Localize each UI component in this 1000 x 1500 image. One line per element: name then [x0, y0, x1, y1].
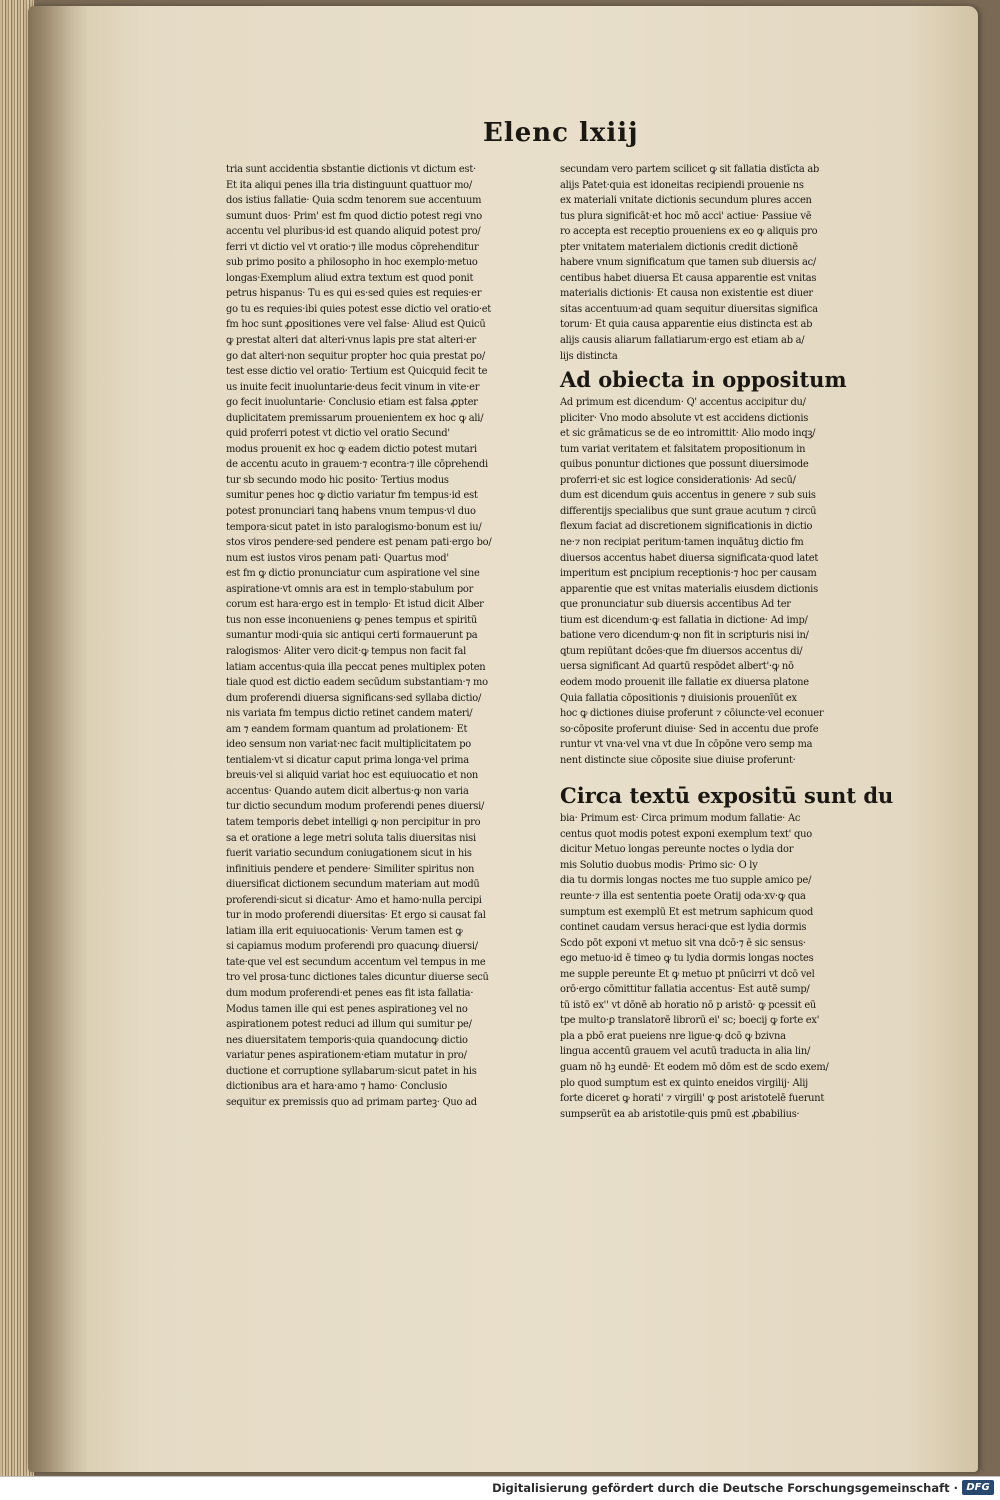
text-line: tū istō ex'' vt dōnē ab horatio nō p aristō· ꝙ pcessit eū: [560, 999, 817, 1011]
text-line: dum modum proferendi·et penes eas fit ista fallatia·: [226, 987, 474, 999]
text-line: stos viros pendere·sed pendere est penam pati·ergo bo/: [226, 537, 492, 549]
text-line: num est iustos viros penam pati· Quartus mod': [226, 552, 449, 564]
text-line: tium est dicendum·ꝙ est fallatia in dictione· Ad imp/: [560, 614, 808, 626]
text-line: diuersos accentus habet diuersa significata·quod latet: [560, 552, 819, 564]
text-line: tus non esse inconueniens ꝙ penes tempus et spiritū: [226, 614, 477, 626]
text-line: continet caudam versus heraci·que est lydia dormis: [560, 922, 807, 934]
text-line: orō·ergo cōmittitur fallatia accentus· Est autē sump/: [560, 984, 810, 996]
text-line: ego metuo·id ē timeo ꝙ tu lydia dormis longas noctes: [560, 953, 814, 965]
section-heading: Circa textū expositū sunt du: [560, 783, 894, 809]
text-line: dicitur Metuo longas pereunte noctes o lydia dor: [560, 844, 794, 856]
text-line: tate·que vel est secundum accentum vel tempus in me: [226, 956, 486, 968]
text-line: nis variata fm tempus dictio retinet candem materi/: [226, 708, 473, 720]
text-line: flexum faciat ad discretionem significationis in dictio: [560, 521, 813, 533]
text-line: tria sunt accidentia sbstantie dictionis vt dictum est·: [226, 164, 476, 175]
text-line: pter vnitatem materialem dictionis credit dictionē: [560, 241, 798, 253]
text-line: tur sb secundo modo hic posito· Tertius modus: [226, 474, 449, 486]
text-line: ralogismos· Aliter vero dicit·ꝙ tempus non facit fal: [226, 645, 466, 657]
text-line: bia· Primum est· Circa primum modum fallatie· Ac: [560, 813, 801, 825]
text-line: ferri vt dictio vel vt oratio·⁊ ille modus cōprehenditur: [226, 241, 479, 253]
left-text-column: [226, 162, 550, 1110]
text-line: uersa significant Ad quartū respōdet albert'·ꝙ nō: [560, 661, 794, 673]
text-line: accentu vel pluribus·id est quando aliquid potest pro/: [226, 226, 481, 238]
text-line: sumantur modi·quia sic antiqui certi formauerunt pa: [226, 630, 478, 642]
text-line: ꝙ prestat alteri dat alteri·vnus lapis pre stat alteri·er: [226, 335, 477, 347]
text-line: apparentie que est vnitas materialis eiusdem dictionis: [560, 583, 818, 595]
text-line: mis Solutio duobus modis· Primo sic· O ly: [560, 859, 758, 871]
text-line: sumunt duos· Prim' est fm quod dictio potest regi vno: [226, 210, 482, 222]
text-line: Et ita aliqui penes illa tria distinguunt quattuor mo/: [226, 179, 472, 191]
text-line: tum variat veritatem et falsitatem propositionum in: [560, 443, 806, 455]
text-line: materialis dictionis· Et causa non existentie est diuer: [560, 288, 813, 300]
text-line: tentialem·vt si dicatur caput prima longa·vel prima: [226, 754, 469, 766]
text-line: tro vel prosa·tunc dictiones tales dicuntur diuerse secū: [226, 972, 489, 984]
section-spacer: [560, 768, 904, 780]
text-line: so·cōposite proferunt diuise· Sed in accentu due profe: [560, 723, 819, 735]
text-line: secundam vero partem scilicet ꝙ sit fallatia distīcta ab: [560, 164, 820, 175]
text-line: accentus· Quando autem dicit albertus·ꝙ non varia: [226, 785, 469, 797]
text-line: go dat alteri·non sequitur propter hoc quia prestat po/: [226, 350, 485, 362]
text-line: test esse dictio vel oratio· Tertium est Quicquid fecit te: [226, 366, 488, 378]
text-line: fm hoc sunt ꝓpositiones vere vel false· Aliud est Quicū: [226, 319, 486, 331]
text-line: corum est hara·ergo est in templo· Et istud dicit Alber: [226, 599, 484, 611]
text-line: latiam illa erit equiuocationis· Verum tamen est ꝙ: [226, 925, 463, 937]
text-line: dictionibus ara et hara·amo ⁊ hamo· Conclusio: [226, 1081, 448, 1093]
text-line: breuis·vel si aliquid variat hoc est equiuocatio et non: [226, 770, 479, 782]
text-line: et sic grāmaticus se de eo intromittit· Alio modo inqꝫ/: [560, 428, 816, 440]
text-line: dum proferendi diuersa significans·sed syllaba dictio/: [226, 692, 482, 704]
text-line: fuerit variatio secundum coniugationem sicut in his: [226, 848, 472, 860]
text-line: aspirationem potest reduci ad illum qui sumitur pe/: [226, 1019, 472, 1031]
text-line: go tu es requies·ibi quies potest esse dictio vel oratio·et: [226, 303, 492, 315]
text-line: centus quot modis potest exponi exemplum text' quo: [560, 828, 812, 840]
text-line: hoc ꝙ dictiones diuise proferunt ⁊ cōiuncte·vel econuer: [560, 708, 824, 720]
text-line: petrus hispanus· Tu es qui es·sed quies est requies·er: [226, 288, 482, 300]
text-line: centibus habet diuersa Et causa apparentie est vnitas: [560, 272, 817, 284]
text-line: dos istius fallatie· Quia scdm tenorem sue accentuum: [226, 195, 482, 207]
text-line: ro accepta est receptio proueniens ex eo ꝙ aliquis pro: [560, 226, 818, 238]
text-line: Scdo pōt exponi vt metuo sit vna dcō·⁊ ē sic sensus·: [560, 937, 806, 949]
text-line: potest pronunciari tanꝗ habens vnum tempus·vl duo: [226, 506, 476, 518]
text-line: Ad primum est dicendum· Q' accentus accipitur du/: [560, 397, 806, 409]
text-line: sub primo posito a philosopho in hoc exemplo·metuo: [226, 257, 478, 269]
text-line: lijs distincta: [560, 350, 618, 362]
text-line: lingua accentū grauem vel acutū traducta in alia lin/: [560, 1046, 811, 1058]
text-line: quibus ponuntur dictiones que possunt diuersimode: [560, 459, 809, 471]
text-line: forte diceret ꝙ horati' ⁊ virgili' ꝙ post aristotelē fuerunt: [560, 1093, 825, 1105]
text-line: batione vero dicendum·ꝙ non fit in scripturis nisi in/: [560, 630, 809, 642]
text-line: nent distincte siue cōposite siue diuise proferunt·: [560, 754, 796, 766]
text-line: sumitur penes hoc ꝙ dictio variatur fm tempus·id est: [226, 490, 478, 502]
text-line: de accentu acuto in grauem·⁊ econtra·⁊ ille cōprehendi: [226, 459, 488, 471]
text-line: ꝗtum repiūtant dcōes·que fm diuersos accentus di/: [560, 645, 803, 657]
text-line: longas·Exemplum aliud extra textum est quod ponit: [226, 272, 474, 284]
text-line: ductione et corruptione syllabarum·sicut patet in his: [226, 1065, 477, 1077]
text-line: ne·⁊ non recipiat peritum·tamen inquātuꝫ dictio fm: [560, 537, 804, 549]
text-line: sumpserūt ea ab aristotile·quis pmū est ꝓbabilius·: [560, 1108, 800, 1120]
text-line: eodem modo prouenit ille fallatie ex diuersa platone: [560, 676, 809, 688]
text-line: ideo sensum non variat·nec facit multiplicitatem po: [226, 739, 471, 751]
footer-credit: Digitalisierung gefördert durch die Deutsche Forschungsgemeinschaft ·: [492, 1481, 958, 1495]
text-line: am ⁊ eandem formam quantum ad prolationem· Et: [226, 723, 468, 735]
text-line: reunte·⁊ illa est sententia poete Oratij oda·xv·ꝙ qua: [560, 890, 806, 902]
text-line: habere vnum significatum que tamen sub diuersis ac/: [560, 257, 816, 269]
text-line: diuersificat dictionem secundum materiam aut modū: [226, 879, 480, 891]
text-line: dia tu dormis longas noctes me tuo supple amico pe/: [560, 875, 812, 887]
text-line: tus plura significāt·et hoc mō acci' actiue· Passiue vē: [560, 210, 812, 222]
text-line: aspiratione·vt omnis ara est in templo·stabulum por: [226, 583, 474, 595]
text-line: tatem temporis debet intelligi ꝙ non percipitur in pro: [226, 816, 481, 828]
text-line: sa et oratione a lege metri soluta talis diuersitas nisi: [226, 832, 476, 844]
text-line: dum est dicendum ꝙuis accentus in genere ⁊ sub suis: [560, 490, 816, 502]
text-line: infinitiuis pendere et pendere· Similiter spiritus non: [226, 863, 475, 875]
right-text-column: [560, 162, 904, 1122]
page-gutter-shadow: [28, 6, 88, 1472]
section-heading: Ad obiecta in oppositum: [560, 367, 847, 393]
text-line: alijs causis aliarum fallatiarum·ergo est etiam ab a/: [560, 335, 805, 347]
text-line: differentijs specialibus que sunt graue acutum ⁊ circū: [560, 505, 817, 517]
text-line: Quia fallatia cōpositionis ⁊ diuisionis prouenīūt ex: [560, 692, 797, 704]
text-line: sequitur ex premissis quo ad primam parteꝫ· Quo ad: [226, 1096, 477, 1108]
text-line: si capiamus modum proferendi pro quacunꝙ diuersi/: [226, 941, 478, 953]
text-line: variatur penes aspirationem·etiam mutatur in pro/: [226, 1050, 467, 1062]
text-line: imperitum est ꝑncipium receptionis·⁊ hoc per causam: [560, 568, 817, 580]
text-line: tiale quod est dictio eadem secūdum substantiam·⁊ mo: [226, 677, 488, 689]
text-line: quid proferri potest vt dictio vel oratio Secund': [226, 428, 450, 440]
text-line: latiam accentus·quia illa peccat penes multiplex poten: [226, 661, 486, 673]
text-line: go fecit inuoluntarie· Conclusio etiam est falsa ꝓpter: [226, 397, 478, 409]
text-line: est fm ꝙ dictio pronunciatur cum aspiratione vel sine: [226, 568, 480, 580]
text-line: sumptum est exemplū Et est metrum saphicum quod: [560, 906, 814, 918]
text-line: guam nō hꝫ eundē· Et eodem mō dōm est de scdo exem/: [560, 1061, 829, 1073]
text-line: tur in modo proferendi diuersitas· Et ergo si causat fal: [226, 910, 486, 922]
text-line: pla a pbō erat pueiens nre ligue·ꝙ dcō ꝙ bzivna: [560, 1030, 786, 1042]
text-line: us inuite fecit inuoluntarie·deus fecit vinum in vite·er: [226, 381, 480, 393]
text-line: tempora·sicut patet in isto paralogismo·bonum est iu/: [226, 521, 482, 533]
text-line: tpe multo·ꝑ translatorē librorū ei' sc; boecij ꝙ forte ex': [560, 1015, 820, 1027]
text-line: nes diuersitatem temporis·quia quandocunꝙ dictio: [226, 1034, 468, 1046]
text-line: proferendi·sicut si dicatur· Amo et hamo·nulla percipi: [226, 894, 482, 906]
text-line: Modus tamen ille qui est penes aspirationeꝫ vel no: [226, 1003, 468, 1015]
dfg-logo: DFG: [962, 1480, 994, 1495]
text-line: pliciter· Vno modo absolute vt est accidens dictionis: [560, 412, 809, 424]
text-line: duplicitatem premissarum prouenientem ex hoc ꝙ ali/: [226, 412, 484, 424]
footer-bar: [0, 1476, 1000, 1500]
text-line: sitas accentuum·ad quam sequitur diuersitas significa: [560, 303, 818, 315]
text-line: alijs Patet·quia est idoneitas recipiendi prouenie ns: [560, 179, 804, 191]
text-line: modus prouenit ex hoc ꝙ eadem dictio potest mutari: [226, 443, 477, 455]
text-line: plo quod sumptum est ex quinto eneidos virgilij· Alij: [560, 1077, 808, 1089]
text-line: torum· Et quia causa apparentie eius distincta est ab: [560, 319, 813, 331]
text-line: ex materiali vnitate dictionis secundum plures accen: [560, 195, 812, 207]
text-line: tur dictio secundum modum proferendi penes diuersi/: [226, 801, 485, 813]
text-line: proferri·et sic est logice considerationis· Ad secū/: [560, 474, 796, 486]
text-line: runtur vt vna·vel vna vt due In cōpōne vero semp ma: [560, 739, 813, 751]
text-line: que pronunciatur sub diuersis accentibus Ad ter: [560, 599, 791, 611]
text-line: me supple pereunte Et ꝙ metuo pt pnūcirri vt dcō vel: [560, 968, 815, 980]
running-head: Elenc lxiij: [483, 118, 639, 148]
